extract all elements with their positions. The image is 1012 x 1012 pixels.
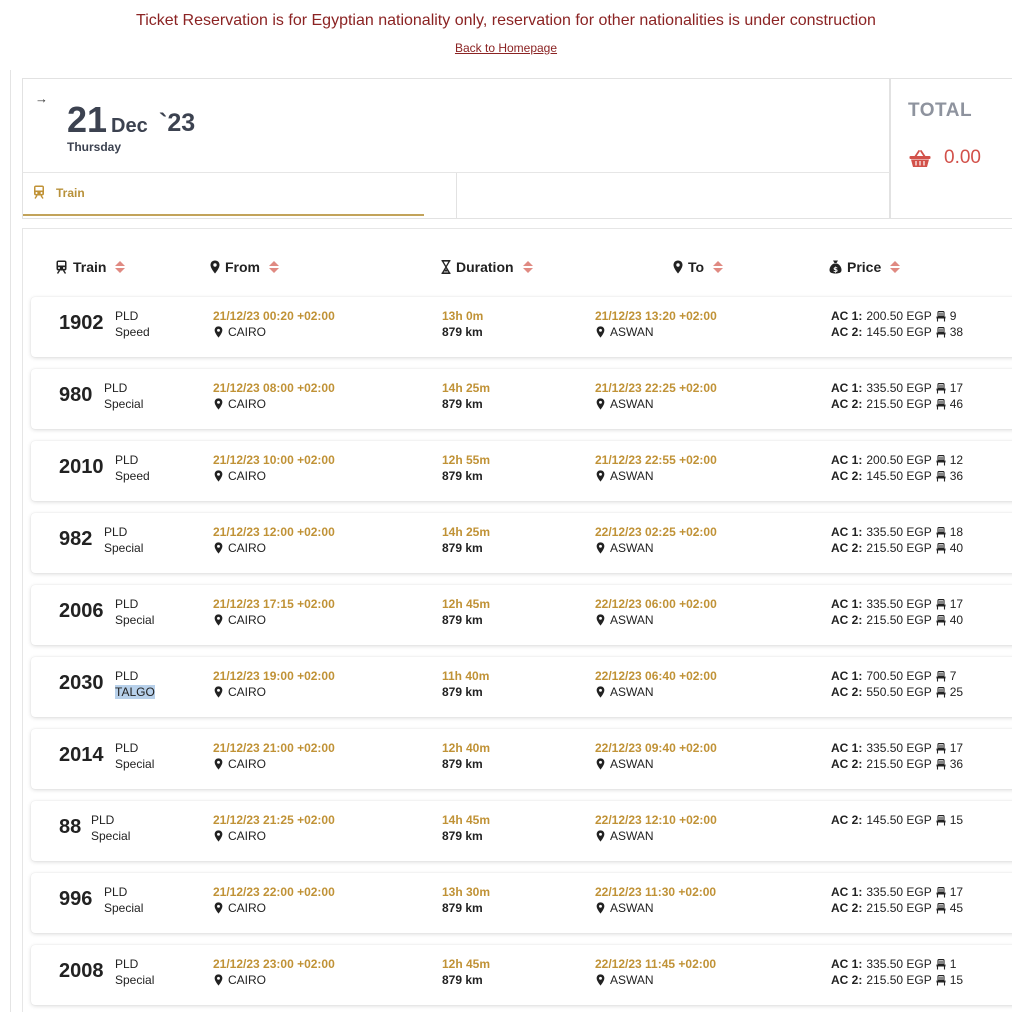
column-from-label: From — [225, 259, 260, 275]
fare-class[interactable] — [831, 957, 956, 971]
fare-price: 200.50 EGP — [866, 453, 932, 467]
fare-class[interactable] — [831, 469, 963, 483]
available-seats: 36 — [949, 469, 964, 483]
departure-time: 21/12/23 21:00 +02:00 — [213, 741, 335, 755]
transport-tabs — [22, 172, 890, 219]
arrival-station — [596, 613, 654, 627]
trip-distance: 879 km — [442, 469, 483, 483]
train-number: 2010 — [59, 456, 104, 478]
back-to-homepage-wrapper — [0, 41, 1012, 55]
seat-icon — [936, 455, 946, 466]
departure-station-name: CAIRO — [228, 397, 267, 411]
trip-distance: 879 km — [442, 685, 483, 699]
arrival-time: 22/12/23 06:00 +02:00 — [595, 597, 717, 611]
departure-station — [214, 685, 266, 699]
seat-icon — [936, 471, 946, 482]
fare-class[interactable] — [831, 453, 963, 467]
train-class — [115, 452, 150, 484]
train-class-code: PLD — [115, 957, 139, 971]
train-class-type: Special — [115, 757, 155, 771]
date-weekday: Thursday — [67, 140, 122, 154]
map-marker-icon — [214, 542, 223, 554]
available-seats: 36 — [949, 757, 964, 771]
train-class-code: PLD — [115, 309, 139, 323]
fare-price: 335.50 EGP — [866, 741, 932, 755]
available-seats: 18 — [949, 525, 964, 539]
seat-icon — [936, 599, 946, 610]
trip-distance: 879 km — [442, 397, 483, 411]
column-price-label: Price — [847, 259, 882, 275]
fare-class[interactable] — [831, 613, 963, 627]
fare-price: 215.50 EGP — [866, 541, 932, 555]
trains-table — [22, 228, 1012, 1012]
seat-icon — [936, 903, 946, 914]
seat-icon — [936, 383, 946, 394]
fare-class[interactable] — [831, 309, 956, 323]
arrival-station-name: ASWAN — [610, 757, 654, 771]
train-icon — [55, 260, 68, 274]
available-seats: 40 — [949, 541, 964, 555]
departure-station — [214, 541, 266, 555]
departure-time: 21/12/23 21:25 +02:00 — [213, 813, 335, 827]
trip-duration: 12h 45m — [442, 597, 491, 611]
map-marker-icon — [214, 398, 223, 410]
arrival-station — [596, 757, 654, 771]
date-card — [22, 78, 890, 172]
departure-station-name: CAIRO — [228, 757, 267, 771]
train-row[interactable] — [31, 513, 1012, 573]
arrow-right-icon[interactable]: → — [35, 91, 48, 106]
fare-class-label: AC 2: — [831, 813, 863, 827]
departure-time: 21/12/23 08:00 +02:00 — [213, 381, 335, 395]
fare-class[interactable] — [831, 525, 963, 539]
tab-divider — [456, 173, 457, 219]
map-marker-icon — [214, 758, 223, 770]
fare-class[interactable] — [831, 741, 963, 755]
fare-class-label: AC 1: — [831, 957, 863, 971]
date-day: 21 — [67, 99, 108, 140]
trip-duration: 11h 40m — [442, 669, 490, 683]
train-class-code: PLD — [115, 597, 139, 611]
fare-price: 215.50 EGP — [866, 613, 932, 627]
train-number: 980 — [59, 384, 93, 406]
trip-duration: 12h 55m — [442, 453, 491, 467]
sort-by-from[interactable] — [210, 259, 279, 275]
departure-station-name: CAIRO — [228, 541, 267, 555]
sort-icon — [713, 261, 723, 273]
available-seats: 15 — [949, 813, 964, 827]
fare-class[interactable] — [831, 685, 963, 699]
arrival-time: 21/12/23 22:25 +02:00 — [595, 381, 717, 395]
train-class — [115, 740, 154, 772]
arrival-station-name: ASWAN — [610, 397, 654, 411]
map-marker-icon — [214, 470, 223, 482]
fare-class-label: AC 2: — [831, 325, 863, 339]
arrival-time: 22/12/23 02:25 +02:00 — [595, 525, 717, 539]
sort-by-price[interactable] — [829, 259, 900, 275]
fare-class[interactable] — [831, 973, 963, 987]
train-class-type: Speed — [115, 469, 150, 483]
available-seats: 17 — [949, 597, 964, 611]
fare-class[interactable] — [831, 597, 963, 611]
train-class-type: Special — [104, 397, 144, 411]
train-class-code: PLD — [104, 381, 128, 395]
train-number: 1902 — [59, 312, 104, 334]
departure-time: 21/12/23 17:15 +02:00 — [213, 597, 335, 611]
left-divider — [10, 70, 11, 1012]
seat-icon — [936, 743, 946, 754]
departure-station-name: CAIRO — [228, 973, 267, 987]
seat-icon — [936, 975, 946, 986]
fare-class-label: AC 2: — [831, 613, 863, 627]
train-number: 88 — [59, 816, 82, 838]
money-bag-icon — [829, 260, 842, 274]
arrival-station-name: ASWAN — [610, 541, 654, 555]
map-marker-icon — [596, 398, 605, 410]
sort-by-duration[interactable] — [441, 259, 533, 275]
map-marker-icon — [596, 614, 605, 626]
trip-duration: 13h 0m — [442, 309, 484, 323]
trip-distance: 879 km — [442, 325, 483, 339]
train-number: 982 — [59, 528, 93, 550]
seat-icon — [936, 543, 946, 554]
seat-icon — [936, 671, 946, 682]
arrival-station — [596, 469, 654, 483]
table-header — [23, 229, 1012, 289]
fare-class-label: AC 1: — [831, 453, 863, 467]
fare-class-label: AC 2: — [831, 685, 863, 699]
trip-duration: 13h 30m — [442, 885, 491, 899]
train-row[interactable] — [31, 945, 1012, 1005]
arrival-time: 22/12/23 12:10 +02:00 — [595, 813, 717, 827]
train-class-code: PLD — [115, 669, 139, 683]
fare-price: 145.50 EGP — [866, 813, 932, 827]
arrival-station — [596, 325, 654, 339]
seat-icon — [936, 759, 946, 770]
sort-by-to[interactable] — [673, 259, 723, 275]
train-class — [91, 812, 130, 844]
train-class-type: Special — [104, 901, 144, 915]
fare-class[interactable] — [831, 397, 963, 411]
available-seats: 12 — [949, 453, 964, 467]
train-class-type: Special — [115, 973, 155, 987]
map-marker-icon — [214, 902, 223, 914]
seat-icon — [936, 615, 946, 626]
train-row[interactable] — [31, 441, 1012, 501]
arrival-time: 22/12/23 09:40 +02:00 — [595, 741, 717, 755]
fare-class[interactable] — [831, 757, 963, 771]
sort-icon — [269, 261, 279, 273]
departure-station — [214, 757, 266, 771]
train-class-type: Special — [115, 613, 155, 627]
map-marker-icon — [596, 542, 605, 554]
departure-station — [214, 469, 266, 483]
train-number: 2014 — [59, 744, 104, 766]
train-row[interactable] — [31, 369, 1012, 429]
fare-price: 145.50 EGP — [866, 469, 932, 483]
arrival-station-name: ASWAN — [610, 685, 654, 699]
map-marker-icon — [214, 974, 223, 986]
map-marker-icon — [596, 758, 605, 770]
arrival-station-name: ASWAN — [610, 901, 654, 915]
departure-station-name: CAIRO — [228, 469, 267, 483]
departure-time: 21/12/23 10:00 +02:00 — [213, 453, 335, 467]
train-class-type: Speed — [115, 325, 150, 339]
available-seats: 17 — [949, 381, 964, 395]
available-seats: 38 — [949, 325, 964, 339]
fare-class-label: AC 1: — [831, 381, 863, 395]
train-class — [104, 380, 143, 412]
departure-station-name: CAIRO — [228, 829, 267, 843]
fare-class-label: AC 2: — [831, 469, 863, 483]
fare-price: 215.50 EGP — [866, 901, 932, 915]
seat-icon — [936, 327, 946, 338]
departure-station — [214, 829, 266, 843]
trip-distance: 879 km — [442, 973, 483, 987]
fare-class-label: AC 2: — [831, 973, 863, 987]
train-class — [104, 524, 143, 556]
departure-time: 21/12/23 12:00 +02:00 — [213, 525, 335, 539]
basket-icon[interactable] — [909, 150, 931, 168]
arrival-station — [596, 901, 654, 915]
arrival-station-name: ASWAN — [610, 973, 654, 987]
available-seats: 25 — [949, 685, 964, 699]
trip-duration: 14h 25m — [442, 525, 491, 539]
trip-distance: 879 km — [442, 829, 483, 843]
tab-train-label: Train — [56, 186, 85, 200]
fare-class-label: AC 2: — [831, 397, 863, 411]
seat-icon — [936, 527, 946, 538]
fare-class[interactable] — [831, 885, 963, 899]
sort-icon — [890, 261, 900, 273]
fare-class-label: AC 1: — [831, 525, 863, 539]
train-row[interactable] — [31, 873, 1012, 933]
fare-class-label: AC 2: — [831, 541, 863, 555]
train-number: 996 — [59, 888, 93, 910]
train-row[interactable] — [31, 801, 1012, 861]
arrival-station — [596, 973, 654, 987]
column-train-label: Train — [73, 259, 107, 275]
sort-icon — [523, 261, 533, 273]
train-row[interactable] — [31, 657, 1012, 717]
train-class-code: PLD — [104, 525, 128, 539]
total-value: 0.00 — [944, 147, 981, 168]
available-seats: 1 — [949, 957, 957, 971]
map-marker-icon — [673, 260, 683, 274]
fare-price: 335.50 EGP — [866, 597, 932, 611]
fare-class-label: AC 2: — [831, 757, 863, 771]
map-marker-icon — [214, 614, 223, 626]
trip-distance: 879 km — [442, 757, 483, 771]
departure-time: 21/12/23 00:20 +02:00 — [213, 309, 335, 323]
departure-station — [214, 901, 266, 915]
map-marker-icon — [596, 326, 605, 338]
total-label: TOTAL — [908, 100, 973, 121]
fare-class-label: AC 1: — [831, 669, 863, 683]
trip-duration: 12h 40m — [442, 741, 491, 755]
fare-class-label: AC 1: — [831, 597, 863, 611]
trip-distance: 879 km — [442, 541, 483, 555]
trip-distance: 879 km — [442, 613, 483, 627]
train-row[interactable] — [31, 297, 1012, 357]
fare-price: 550.50 EGP — [866, 685, 932, 699]
fare-class-label: AC 1: — [831, 309, 863, 323]
arrival-station — [596, 541, 654, 555]
available-seats: 45 — [949, 901, 964, 915]
train-number: 2008 — [59, 960, 104, 982]
available-seats: 40 — [949, 613, 964, 627]
departure-time: 21/12/23 22:00 +02:00 — [213, 885, 335, 899]
train-class-code: PLD — [104, 885, 128, 899]
map-marker-icon — [214, 686, 223, 698]
sort-by-train[interactable] — [55, 259, 125, 275]
available-seats: 46 — [949, 397, 964, 411]
map-marker-icon — [210, 260, 220, 274]
map-marker-icon — [596, 686, 605, 698]
train-class — [115, 596, 154, 628]
train-class — [115, 668, 155, 700]
fare-class-label: AC 2: — [831, 901, 863, 915]
train-class — [115, 308, 150, 340]
fare-class[interactable] — [831, 381, 963, 395]
fare-price: 215.50 EGP — [866, 973, 932, 987]
train-row[interactable] — [31, 585, 1012, 645]
map-marker-icon — [596, 470, 605, 482]
seat-icon — [936, 399, 946, 410]
arrival-time: 21/12/23 22:55 +02:00 — [595, 453, 717, 467]
fare-price: 700.50 EGP — [866, 669, 932, 683]
date-year: `23 — [159, 109, 196, 137]
seat-icon — [936, 687, 946, 698]
train-class-type: Special — [91, 829, 131, 843]
map-marker-icon — [596, 902, 605, 914]
svg-text:$: $ — [833, 265, 838, 274]
sort-icon — [115, 261, 125, 273]
available-seats: 17 — [949, 885, 964, 899]
map-marker-icon — [596, 830, 605, 842]
trip-duration: 14h 45m — [442, 813, 491, 827]
arrival-time: 22/12/23 11:30 +02:00 — [595, 885, 717, 899]
arrival-station-name: ASWAN — [610, 325, 654, 339]
seat-icon — [936, 887, 946, 898]
fare-price: 335.50 EGP — [866, 957, 932, 971]
seat-icon — [936, 311, 946, 322]
map-marker-icon — [214, 326, 223, 338]
map-marker-icon — [214, 830, 223, 842]
arrival-station-name: ASWAN — [610, 613, 654, 627]
train-class — [115, 956, 154, 988]
fare-price: 200.50 EGP — [866, 309, 932, 323]
fare-price: 335.50 EGP — [866, 885, 932, 899]
fare-class[interactable] — [831, 541, 963, 555]
departure-time: 21/12/23 19:00 +02:00 — [213, 669, 335, 683]
date-month: Dec — [111, 115, 148, 137]
trip-duration: 14h 25m — [442, 381, 491, 395]
map-marker-icon — [596, 974, 605, 986]
fare-class[interactable] — [831, 669, 956, 683]
arrival-time: 22/12/23 11:45 +02:00 — [595, 957, 717, 971]
fare-price: 335.50 EGP — [866, 525, 932, 539]
arrival-station — [596, 685, 654, 699]
column-to-label: To — [688, 259, 705, 275]
fare-price: 215.50 EGP — [866, 397, 932, 411]
departure-station-name: CAIRO — [228, 325, 267, 339]
hourglass-icon — [441, 260, 451, 274]
departure-station — [214, 613, 266, 627]
fare-class[interactable] — [831, 325, 963, 339]
train-number: 2006 — [59, 600, 104, 622]
train-class-type: Special — [104, 541, 144, 555]
train-icon — [33, 185, 45, 199]
arrival-time: 21/12/23 13:20 +02:00 — [595, 309, 717, 323]
departure-station-name: CAIRO — [228, 901, 267, 915]
available-seats: 17 — [949, 741, 964, 755]
train-class-code: PLD — [115, 453, 139, 467]
column-duration-label: Duration — [456, 259, 514, 275]
fare-price: 145.50 EGP — [866, 325, 932, 339]
train-row[interactable] — [31, 729, 1012, 789]
arrival-station-name: ASWAN — [610, 829, 654, 843]
fare-class-label: AC 1: — [831, 885, 863, 899]
fare-class-label: AC 1: — [831, 741, 863, 755]
total-card — [890, 78, 1012, 219]
available-seats: 15 — [949, 973, 964, 987]
back-to-homepage-link[interactable]: Back to Homepage — [454, 41, 558, 55]
train-class-code: PLD — [91, 813, 115, 827]
trip-distance: 879 km — [442, 901, 483, 915]
train-class-type: TALGO — [115, 685, 155, 699]
departure-station-name: CAIRO — [228, 613, 267, 627]
departure-time: 21/12/23 23:00 +02:00 — [213, 957, 335, 971]
train-class-code: PLD — [115, 741, 139, 755]
seat-icon — [936, 815, 946, 826]
fare-price: 215.50 EGP — [866, 757, 932, 771]
fare-price: 335.50 EGP — [866, 381, 932, 395]
departure-station — [214, 397, 266, 411]
tab-train[interactable] — [23, 173, 424, 216]
departure-station — [214, 325, 266, 339]
train-class — [104, 884, 143, 916]
available-seats: 9 — [949, 309, 957, 323]
arrival-station-name: ASWAN — [610, 469, 654, 483]
available-seats: 7 — [949, 669, 957, 683]
nationality-notice: Ticket Reservation is for Egyptian nationality only, reservation for other nationalities is under construction — [136, 12, 876, 29]
train-number: 2030 — [59, 672, 104, 694]
departure-station-name: CAIRO — [228, 685, 267, 699]
fare-class[interactable] — [831, 901, 963, 915]
departure-station — [214, 973, 266, 987]
seat-icon — [936, 959, 946, 970]
arrival-station — [596, 397, 654, 411]
arrival-time: 22/12/23 06:40 +02:00 — [595, 669, 717, 683]
fare-class[interactable] — [831, 813, 963, 827]
arrival-station — [596, 829, 654, 843]
trip-duration: 12h 45m — [442, 957, 491, 971]
